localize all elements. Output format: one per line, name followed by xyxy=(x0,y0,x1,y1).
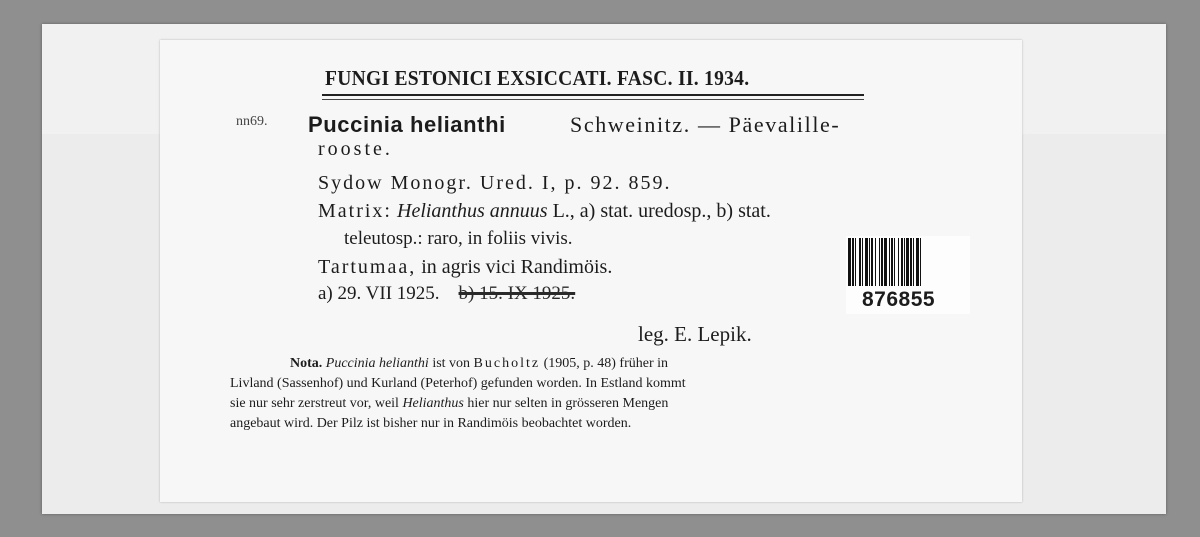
locality-rest: in agris vici Randimöis. xyxy=(421,256,613,278)
barcode-bar xyxy=(913,238,914,286)
note-line-3 xyxy=(230,396,668,412)
note-l1b: (1905, p. 48) früher in xyxy=(543,356,669,371)
teleuto-line: teleutosp.: raro, in foliis vivis. xyxy=(344,228,573,249)
locality-region: Tartumaa, xyxy=(318,256,417,278)
barcode-bar xyxy=(865,238,868,286)
barcode-bar xyxy=(871,238,873,286)
barcode-bar xyxy=(891,238,893,286)
note-l3a: sie nur sehr zerstreut vor, weil xyxy=(230,396,399,411)
date-a: a) 29. VII 1925. xyxy=(318,283,440,304)
note-host: Helianthus xyxy=(402,396,464,411)
species-author: Schweinitz. — Päevalille- xyxy=(570,112,841,137)
locality-line xyxy=(318,256,612,279)
barcode-number: 876855 xyxy=(862,288,936,311)
note-species: Puccinia helianthi xyxy=(325,356,429,371)
matrix-label: Matrix: xyxy=(318,200,392,222)
host-name: Helianthus annuus xyxy=(397,200,548,222)
note-author: Bucholtz xyxy=(473,356,541,371)
barcode-bar xyxy=(884,238,887,286)
barcode-bar xyxy=(848,238,851,286)
barcode-bar xyxy=(889,238,890,286)
barcode-bar xyxy=(855,238,856,286)
note-line-2: Livland (Sassenhof) und Kurland (Peterhof) gefunden worden. In Estland kommt xyxy=(230,376,686,391)
specimen-number: nn69. xyxy=(236,114,268,129)
barcode-bar xyxy=(859,238,861,286)
matrix-rest: L., a) stat. uredosp., b) stat. xyxy=(552,200,771,222)
reference-line: Sydow Monogr. Ured. I, p. 92. 859. xyxy=(318,172,672,194)
barcode-bar xyxy=(910,238,912,286)
note-line-4: angebaut wird. Der Pilz ist bisher nur in Randimöis beobachtet worden. xyxy=(230,416,632,431)
species-name: Puccinia helianthi xyxy=(308,112,506,137)
barcode-bar xyxy=(881,238,883,286)
series-header: FUNGI ESTONICI EXSICCATI. FASC. II. 1934. xyxy=(325,66,750,90)
collector-line: leg. E. Lepik. xyxy=(638,322,752,346)
note-line-1 xyxy=(290,356,668,372)
header-rule xyxy=(322,94,864,96)
barcode-bar xyxy=(875,238,876,286)
barcode-bar xyxy=(898,238,899,286)
barcode-bar xyxy=(906,238,909,286)
note-lead: Nota. xyxy=(290,356,323,371)
barcode-bar xyxy=(852,238,854,286)
common-name-continuation: rooste. xyxy=(318,138,393,160)
note-l1a: ist von xyxy=(432,356,471,371)
dates-line xyxy=(318,283,575,305)
barcode-bars xyxy=(848,238,968,288)
date-b-struck: b) 15. IX 1925. xyxy=(458,283,576,304)
barcode-bar xyxy=(869,238,870,286)
barcode-bar xyxy=(901,238,903,286)
barcode-bar xyxy=(862,238,863,286)
barcode-bar xyxy=(920,238,921,286)
matrix-line xyxy=(318,200,771,223)
barcode-bar xyxy=(904,238,905,286)
barcode-bar xyxy=(894,238,895,286)
barcode-bar xyxy=(879,238,880,286)
header-rule-thin xyxy=(322,99,864,100)
barcode-bar xyxy=(916,238,919,286)
note-l3b: hier nur selten in grösseren Mengen xyxy=(467,396,669,411)
